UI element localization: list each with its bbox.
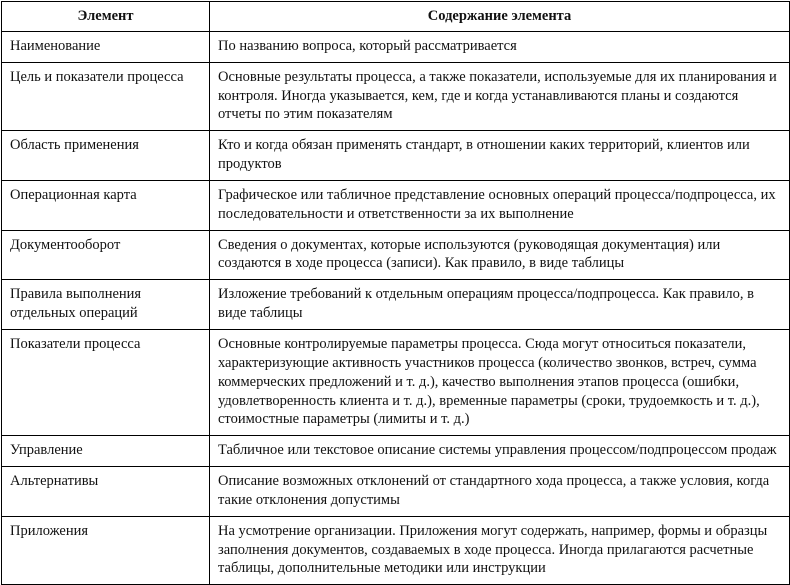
element-content-cell: Описание возможных отклонений от стандартного хода процесса, а также условия, когда такие отклонения допустимы	[210, 467, 790, 517]
element-content-cell: Кто и когда обязан применять стандарт, в отношении каких территорий, клиентов или продуктов	[210, 131, 790, 181]
table-row	[2, 62, 790, 131]
element-content-cell: Основные результаты процесса, а также показатели, используемые для их планирования и контроля. Иногда указывается, кем, где и когда устанавливаются планы и создаются отчеты по этим показателям	[210, 62, 790, 131]
column-header-content: Содержание элемента	[210, 2, 790, 32]
table-header-row	[2, 2, 790, 32]
element-content-cell: Сведения о документах, которые используются (руководящая документация) или создаются в ходе процесса (записи). Как правило, в виде таблицы	[210, 230, 790, 280]
element-name-cell: Управление	[2, 436, 210, 467]
table-row	[2, 436, 790, 467]
process-elements-table	[1, 1, 790, 585]
element-name-cell: Документооборот	[2, 230, 210, 280]
element-content-cell: На усмотрение организации. Приложения могут содержать, например, формы и образцы заполнения документов, создаваемых в ходе процесса. Иногда прилагаются расчетные таблицы, дополнительные методики или инструкции	[210, 516, 790, 585]
element-name-cell: Наименование	[2, 31, 210, 62]
table-row	[2, 180, 790, 230]
table-row	[2, 31, 790, 62]
element-name-cell: Правила выполнения отдельных операций	[2, 280, 210, 330]
element-content-cell: Табличное или текстовое описание системы управления процессом/подпроцессом продаж	[210, 436, 790, 467]
element-content-cell: По названию вопроса, который рассматривается	[210, 31, 790, 62]
element-content-cell: Графическое или табличное представление основных операций процесса/подпроцесса, их последовательности и ответственности за их выполнение	[210, 180, 790, 230]
table-row	[2, 329, 790, 435]
table-row	[2, 516, 790, 585]
table-row	[2, 280, 790, 330]
table-row	[2, 230, 790, 280]
element-name-cell: Приложения	[2, 516, 210, 585]
element-name-cell: Область применения	[2, 131, 210, 181]
element-content-cell: Основные контролируемые параметры процесса. Сюда могут относиться показатели, характеризующие активность участников процесса (количество звонков, встреч, сумма коммерческих предложений и т. д.), качество выполнения этапов процесса (ошибки, удовлетворенность клиента и т. д.), временные параметры (сроки, трудоемкость и т. д.), стоимостные параметры (лимиты и т. д.)	[210, 329, 790, 435]
table-row	[2, 467, 790, 517]
element-name-cell: Показатели процесса	[2, 329, 210, 435]
element-name-cell: Цель и показатели процесса	[2, 62, 210, 131]
element-content-cell: Изложение требований к отдельным операциям процесса/подпроцесса. Как правило, в виде таблицы	[210, 280, 790, 330]
element-name-cell: Альтернативы	[2, 467, 210, 517]
column-header-element: Элемент	[2, 2, 210, 32]
table-row	[2, 131, 790, 181]
element-name-cell: Операционная карта	[2, 180, 210, 230]
